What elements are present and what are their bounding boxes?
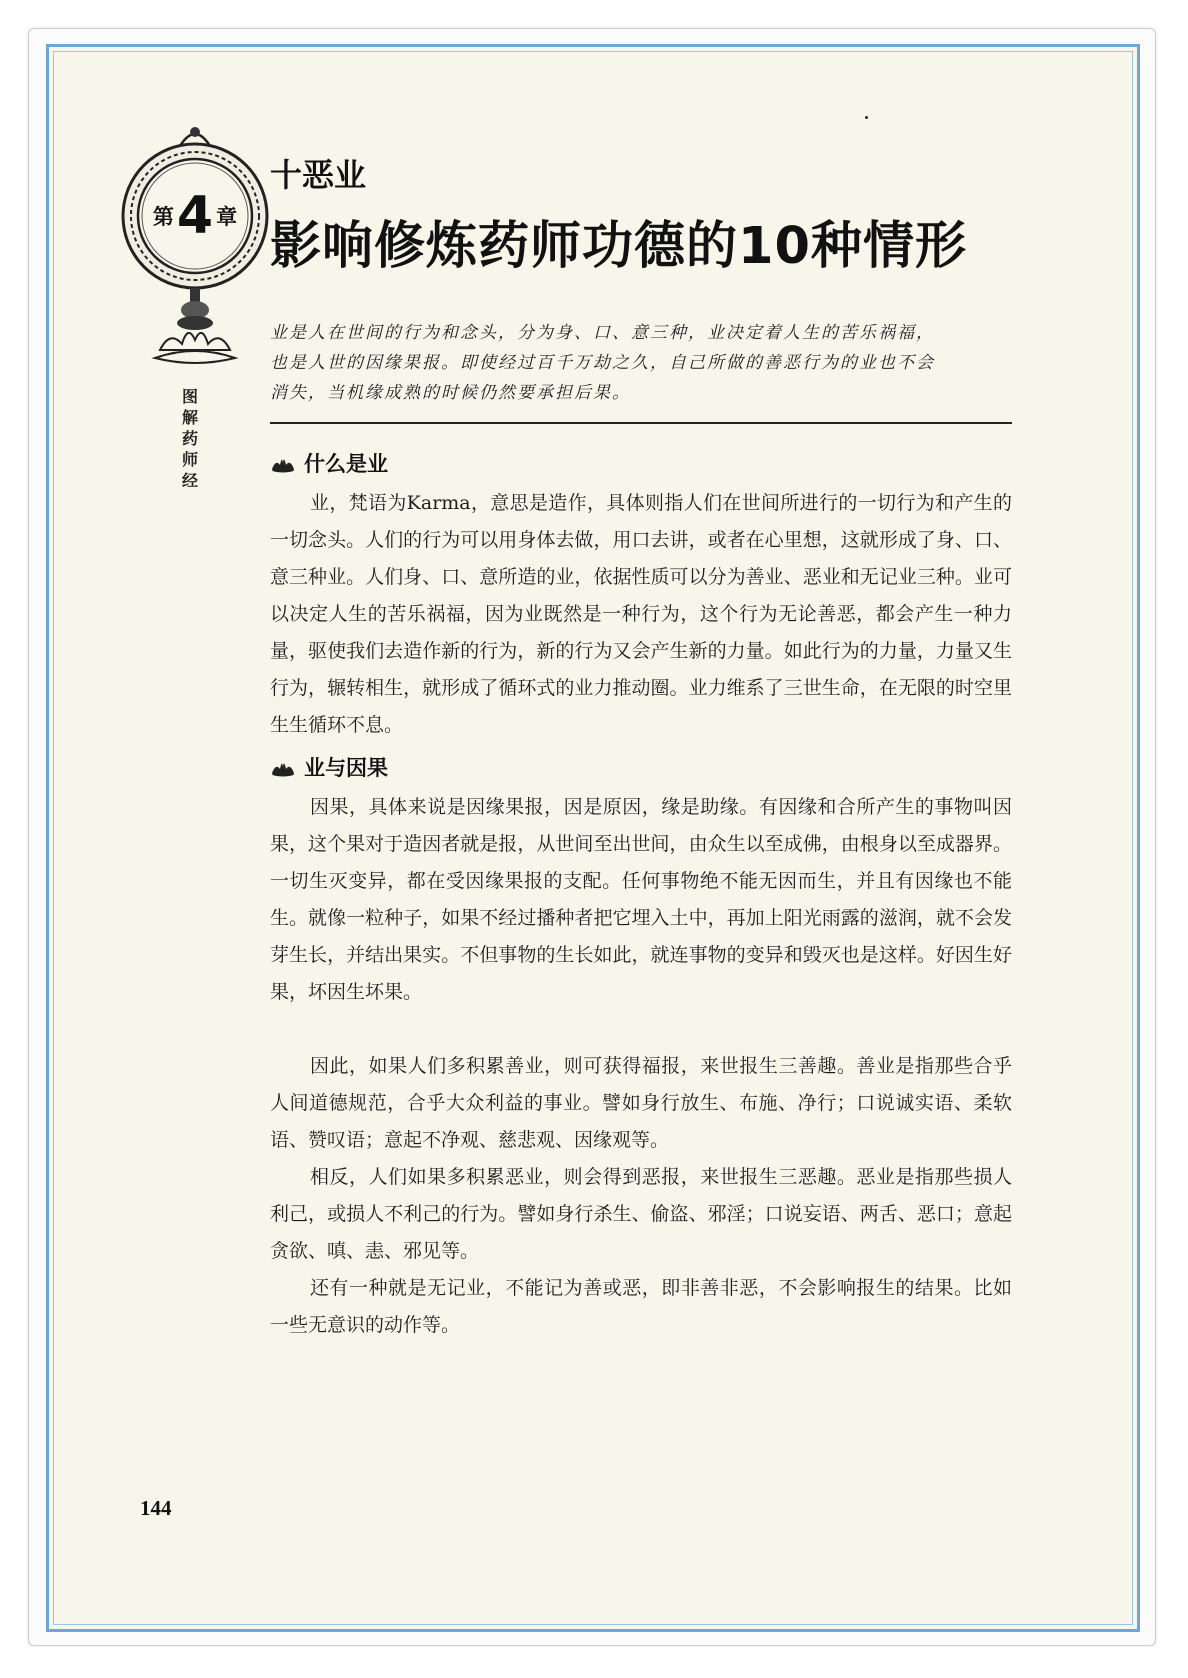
page-number: 144 — [140, 1496, 172, 1520]
book-title-vertical — [179, 386, 201, 491]
paragraph: 相反，人们如果多积累恶业，则会得到恶报，来世报生三恶趣。恶业是指那些损人利己，或损人不利己的行为。譬如身行杀生、偷盗、邪淫；口说妄语、两舌、恶口；意起贪欲、嗔、恚、邪见等。 — [270, 1166, 1012, 1262]
book-title-char: 药 — [181, 429, 198, 448]
chapter-subtitle: 十恶业 — [270, 156, 367, 194]
lotus-bullet-icon — [270, 453, 296, 473]
paragraph: 因果，具体来说是因缘果报，因是原因，缘是助缘。有因缘和合所产生的事物叫因果，这个果对于造因者就是报，从世间至出世间，由众生以至成佛，由根身以至成器界。一切生灭变异，都在受因缘果报的支配。任何事物绝不能无因而生，并且有因缘也不能生。就像一粒种子，如果不经过播种者把它埋入土中，再加上阳光雨露的滋润，就不会发芽生长，并结出果实。不但事物的生长如此，就连事物的变异和毁灭也是这样。好因生好果，坏因生坏果。 — [270, 796, 1012, 1003]
section-heading-text: 什么是业 — [304, 452, 388, 476]
intro-line: 消失，当机缘成熟的时候仍然要承担后果。 — [270, 383, 631, 403]
chapter-label — [142, 186, 248, 246]
section-heading-what-is-karma — [270, 448, 388, 478]
book-title-char: 师 — [181, 450, 198, 469]
chapter-intro — [270, 318, 1012, 408]
divider-rule — [270, 422, 1012, 424]
chapter-prefix: 第 — [152, 205, 174, 229]
lotus-bullet-icon — [270, 757, 296, 777]
paragraph: 因此，如果人们多积累善业，则可获得福报，来世报生三善趣。善业是指那些合乎人间道德规范，合乎大众利益的事业。譬如身行放生、布施、净行；口说诚实语、柔软语、赞叹语；意起不净观、慈悲观、因缘观等。 — [270, 1055, 1012, 1151]
chapter-suffix: 章 — [216, 205, 238, 229]
intro-line: 业是人在世间的行为和念头，分为身、口、意三种，业决定着人生的苦乐祸福， — [270, 323, 935, 343]
paragraph: 业，梵语为Karma，意思是造作，具体则指人们在世间所进行的一切行为和产生的一切念头。人们的行为可以用身体去做，用口去讲，或者在心里想，这就形成了身、口、意三种业。人们身、口、意所造的业，依据性质可以分为善业、恶业和无记业三种。业可以决定人生的苦乐祸福，因为业既然是一种行为，这个行为无论善恶，都会产生一种力量，驱使我们去造作新的行为，新的行为又会产生新的力量。如此行为的力量，力量又生行为，辗转相生，就形成了循环式的业力推动圈。业力维系了三世生命，在无限的时空里生生循环不息。 — [270, 492, 1012, 736]
ink-speck — [865, 116, 868, 119]
section-heading-karma-and-causality — [270, 752, 388, 782]
section-heading-text: 业与因果 — [304, 756, 388, 780]
chapter-number: 4 — [176, 186, 214, 246]
chapter-title: 影响修炼药师功德的10种情形 — [270, 217, 967, 276]
paragraph: 还有一种就是无记业，不能记为善或恶，即非善非恶，不会影响报生的结果。比如一些无意识的动作等。 — [270, 1277, 1012, 1336]
chapter-emblem-ornament — [120, 118, 270, 378]
book-title-char: 经 — [181, 471, 198, 490]
book-title-char: 图 — [181, 387, 198, 406]
intro-line: 也是人世的因缘果报。即使经过百千万劫之久，自己所做的善恶行为的业也不会 — [270, 353, 935, 373]
book-title-char: 解 — [181, 408, 198, 427]
